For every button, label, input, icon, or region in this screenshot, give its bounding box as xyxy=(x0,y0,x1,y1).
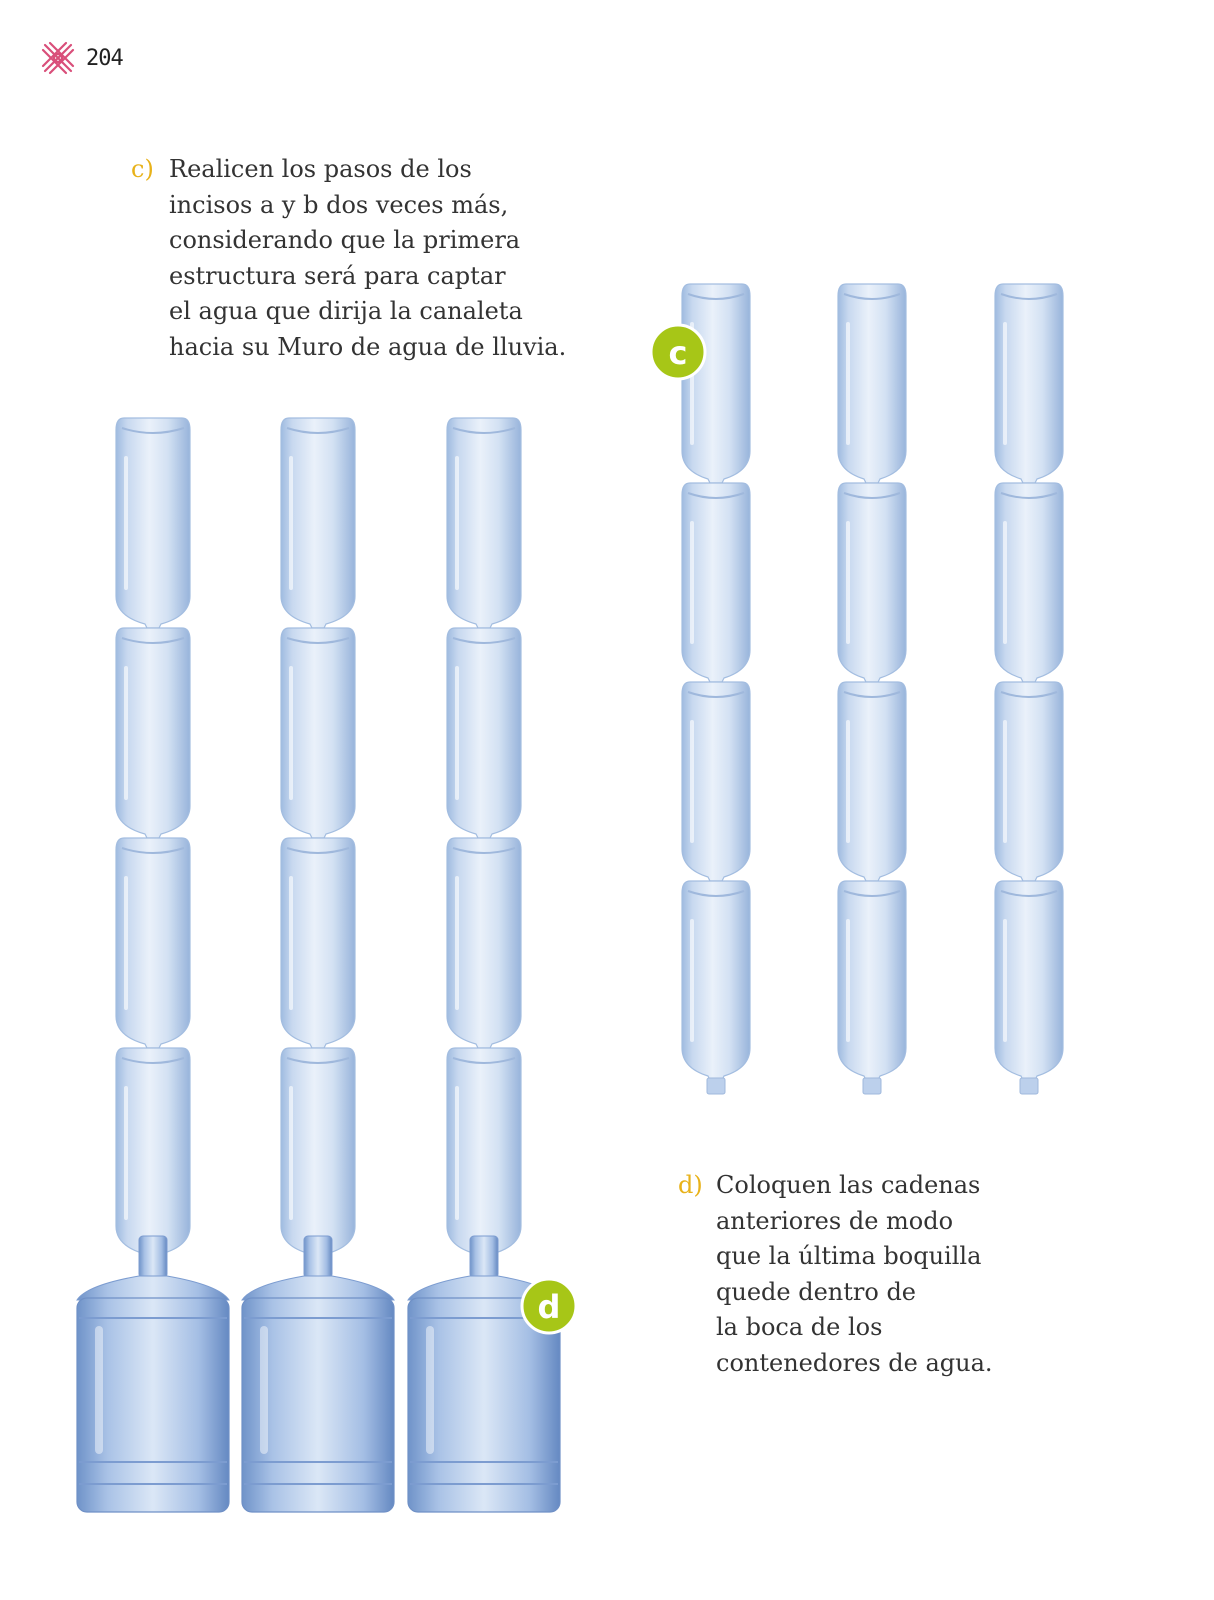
instruction-d-line: la boca de los xyxy=(716,1313,883,1341)
bottle-chain-left-2-bottle-3 xyxy=(281,838,355,1048)
bottle-chain-right-1 xyxy=(682,284,750,1094)
left-bottle-group xyxy=(77,418,560,1512)
bottle-chain-right-1-bottle-1 xyxy=(682,284,750,483)
bottle-chain-left-3-bottle-4 xyxy=(447,1048,521,1258)
instruction-d-line: que la última boquilla xyxy=(716,1242,982,1270)
bottle-chain-right-1-bottle-2 xyxy=(682,483,750,682)
bottle-chain-right-3-bottle-3 xyxy=(995,682,1063,881)
instruction-c-marker: c) xyxy=(131,155,154,183)
water-jug-2 xyxy=(242,1236,394,1512)
instruction-d-line: quede dentro de xyxy=(716,1277,917,1306)
right-bottle-group xyxy=(682,284,1063,1094)
bottle-chain-left-1-bottle-3 xyxy=(116,838,190,1048)
bottle-chain-right-3-bottle-1 xyxy=(995,284,1063,483)
bottle-chain-right-2 xyxy=(838,284,906,1094)
bottle-chain-left-3-bottle-3 xyxy=(447,838,521,1048)
bottle-chain-left-1-bottle-1 xyxy=(116,418,190,628)
bottle-chain-left-1-bottle-4 xyxy=(116,1048,190,1258)
instruction-d-line: Coloquen las cadenas xyxy=(716,1171,981,1199)
bottle-chain-right-3 xyxy=(995,284,1063,1094)
water-jug-3 xyxy=(408,1236,560,1512)
bottle-chain-left-3 xyxy=(447,418,521,1258)
instruction-c-line: Realicen los pasos de los xyxy=(169,155,472,183)
bottle-chain-left-2-bottle-4 xyxy=(281,1048,355,1258)
bottle-chain-right-1-bottle-3 xyxy=(682,682,750,881)
bottle-chain-right-2-bottle-1 xyxy=(838,284,906,483)
bottle-chain-left-1 xyxy=(116,418,190,1258)
bottle-chain-right-2-bottle-4 xyxy=(838,881,906,1080)
instruction-d-marker: d) xyxy=(678,1171,703,1199)
badge-d-label: d xyxy=(537,1288,561,1326)
bottle-chain-right-3-bottle-2 xyxy=(995,483,1063,682)
bottle-chain-left-3-bottle-2 xyxy=(447,628,521,838)
instruction-c-line: el agua que dirija la canaleta xyxy=(169,297,523,325)
badge-c xyxy=(651,325,705,379)
bottle-chain-right-1-bottle-4 xyxy=(682,881,750,1080)
bottle-chain-left-1-bottle-2 xyxy=(116,628,190,838)
instruction-c-line: hacia su Muro de agua de lluvia. xyxy=(169,332,567,361)
badge-d xyxy=(522,1279,576,1333)
bottle-chain-left-2 xyxy=(281,418,355,1258)
bottle-chain-right-3-bottle-4 xyxy=(995,881,1063,1080)
instruction-c-line: considerando que la primera xyxy=(169,226,521,254)
bottle-chain-right-2-bottle-3 xyxy=(838,682,906,881)
instruction-c-line: estructura será para captar xyxy=(169,261,506,290)
badge-c-label: c xyxy=(668,334,688,372)
instruction-c-line: incisos a y b dos veces más, xyxy=(169,190,509,219)
water-jug-1 xyxy=(77,1236,229,1512)
bottle-chain-left-2-bottle-2 xyxy=(281,628,355,838)
bottle-chain-left-2-bottle-1 xyxy=(281,418,355,628)
instruction-d-line: anteriores de modo xyxy=(716,1206,954,1235)
bottle-chain-right-2-spout xyxy=(863,1078,881,1094)
bottle-chain-right-3-spout xyxy=(1020,1078,1038,1094)
bottle-chain-right-1-spout xyxy=(707,1078,725,1094)
page-number: 204 xyxy=(86,45,123,71)
bottle-chain-left-3-bottle-1 xyxy=(447,418,521,628)
instruction-d-line: contenedores de agua. xyxy=(716,1348,993,1377)
bottle-chain-right-2-bottle-2 xyxy=(838,483,906,682)
